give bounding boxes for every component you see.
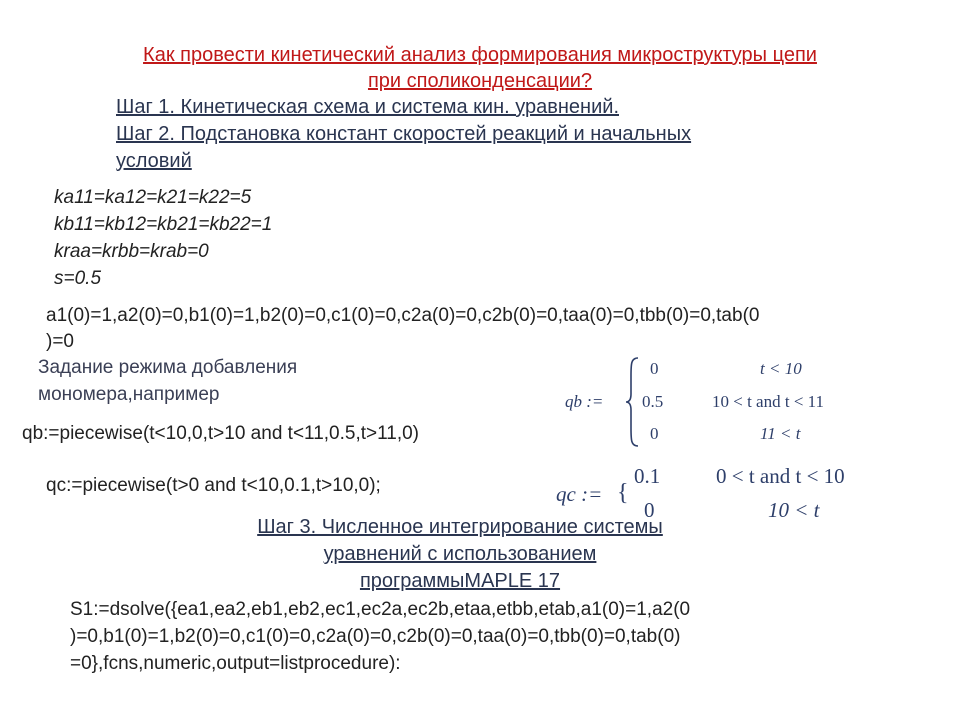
dsolve-line-1: S1:=dsolve({ea1,ea2,eb1,eb2,ec1,ec2a,ec2b,etaa,etbb,etab,a1(0)=1,a2(0 <box>70 599 691 620</box>
qb-row-1-value: 0 <box>650 359 659 378</box>
qb-row-3-condition: 11 < t <box>760 424 801 443</box>
qb-row-2-condition: 10 < t and t < 11 <box>712 392 825 411</box>
constants-line-1: ka11=ka12=k21=k22=5 <box>54 187 252 208</box>
qc-row-1-value: 0.1 <box>634 464 661 488</box>
step-2-heading-line-2: условий <box>116 150 192 172</box>
constants-line-3: kraa=krbb=krab=0 <box>54 241 209 262</box>
qb-row-2-value: 0.5 <box>642 392 664 411</box>
step-2-heading-line-1: Шаг 2. Подстановка констант скоростей реакций и начальных <box>116 123 692 145</box>
step-3-heading-line-1: Шаг 3. Численное интегрирование системы <box>257 516 663 538</box>
mode-text-line-2: мономера,например <box>38 384 220 405</box>
dsolve-line-2: )=0,b1(0)=1,b2(0)=0,c1(0)=0,c2a(0)=0,c2b(0)=0,taa(0)=0,tbb(0)=0,tab(0) <box>70 626 681 647</box>
qb-lhs: qb := <box>565 392 604 411</box>
initial-conditions-line-1: a1(0)=1,a2(0)=0,b1(0)=1,b2(0)=0,c1(0)=0,c2a(0)=0,c2b(0)=0,taa(0)=0,tbb(0)=0,tab(0 <box>46 305 760 326</box>
qb-row-1-condition: t < 10 <box>760 359 802 378</box>
slide-title-line-1: Как провести кинетический анализ формирования микроструктуры цепи <box>143 44 817 66</box>
step-3-heading-line-3: программыMAPLE 17 <box>359 570 561 592</box>
dsolve-line-3: =0},fcns,numeric,output=listprocedure): <box>70 653 401 674</box>
constants-line-2: kb11=kb12=kb21=kb22=1 <box>54 214 273 235</box>
qc-code: qc:=piecewise(t>0 and t<10,0.1,t>10,0); <box>46 475 381 496</box>
qb-row-3-value: 0 <box>650 424 659 443</box>
initial-conditions-line-2: )=0 <box>46 331 74 352</box>
constants-line-4: s=0.5 <box>54 268 102 289</box>
mode-text-line-1: Задание режима добавления <box>38 357 298 378</box>
qc-lhs: qc := <box>556 482 603 506</box>
qb-brace-icon <box>624 356 642 448</box>
step-1-heading: Шаг 1. Кинетическая схема и система кин. уравнений. <box>116 96 619 118</box>
qc-row-1-condition: 0 < t and t < 10 <box>716 464 845 488</box>
qb-code: qb:=piecewise(t<10,0,t>10 and t<11,0.5,t>11,0) <box>22 423 420 444</box>
slide-title-line-2: при споликонденсации? <box>367 70 593 92</box>
qc-brace-icon: { <box>617 480 629 506</box>
step-3-heading-line-2: уравнений с использованием <box>323 543 597 565</box>
qc-row-2-value: 0 <box>644 498 655 522</box>
qc-row-2-condition: 10 < t <box>768 498 820 522</box>
